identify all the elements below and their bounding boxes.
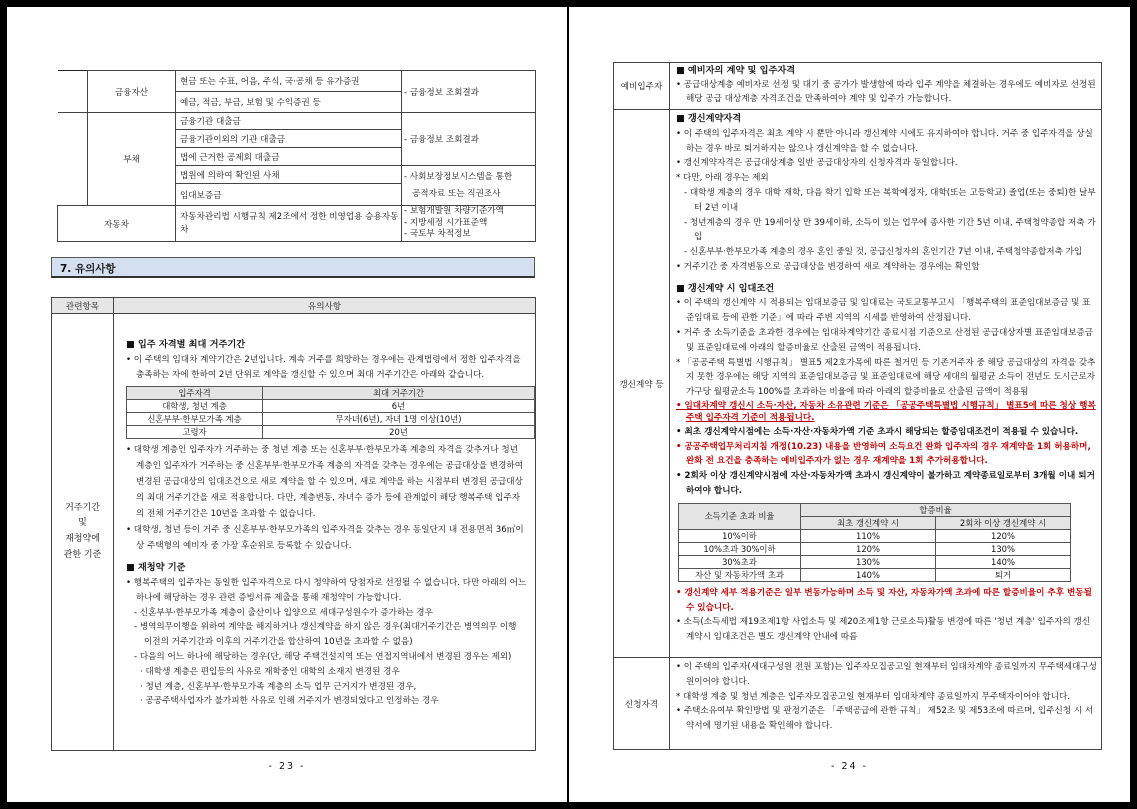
asset-table — [57, 70, 536, 242]
reapply-text: · 대학생 계층은 편입등의 사유로 재학중인 대학의 소재지 변경된 경우 — [140, 666, 400, 677]
reapply-text: · 청년 계층, 신혼부부·한부모가족 계층의 소득 업무 근거지가 변경된 경우, — [140, 681, 417, 692]
page-24 — [569, 7, 1130, 802]
reapply-text: - 병역의무이행을 위하여 계약을 해지하거나 갱신계약을 하지 않은 경우(최대거주기간은 병역의무 이행 이전의 거주기간과 이후의 거주기간을 합산하여 10년을 초과할 수 없음) — [134, 622, 517, 648]
asset-item: 현금 또는 수표, 어음, 주식, 국·공채 등 유가증권 — [176, 71, 402, 92]
category-vehicle: 자동차 — [58, 206, 176, 242]
asset-item: 금융기관이외의 기관 대출금 — [176, 130, 402, 148]
asset-source: - 금융정보 조회결과 — [402, 113, 536, 166]
reserve-content: ■ 예비자의 계약 및 입주자격 • 공급대상계층 예비자로 선정 및 대기 중 공가가 발생함에 따라 입주 계약을 체결하는 경우에도 예비자로 선정된 해당 공급 대상계층 자격조건을 만족하여야 계약 및 입주가 가능합니다. — [670, 63, 1102, 110]
notes-content — [114, 314, 536, 751]
row-label-reserve: 예비입주자 — [614, 63, 670, 110]
document-spread — [7, 7, 1130, 802]
notice-red: • 갱신계약 세부 적용기준은 일부 변동가능하며 소득 및 자산, 자동차가액 초과에 따른 할증비율이 추후 변동될 수 있습니다. — [676, 587, 1092, 613]
page-number: - 24 - — [831, 761, 868, 772]
reapply-text: • 행복주택의 입주자는 동일한 입주자격으로 다시 청약하여 당첨자로 선정될 수 없습니다. 다만 아래의 어느 하나에 해당하는 경우 관련 증빙서류 제출을 통해 재청약이 가능합니다. — [126, 578, 527, 603]
page-number: - 23 - — [268, 761, 306, 772]
max-period-intro: • 이 주택의 임대차 계약기간은 2년입니다. 계속 거주를 희망하는 경우에는 관계법령에서 정한 입주자격을 충족하는 자에 한하여 2년 단위로 계약을 갱신할 수 있으며 최대 거주기간은 아래와 같습니다. — [126, 354, 521, 380]
asset-item: 법에 근거한 공제회 대출금 — [176, 148, 402, 166]
asset-item: 임대보증금 — [176, 184, 402, 206]
asset-item: 금융기관 대출금 — [176, 113, 402, 130]
eligibility-content: • 이 주택의 입주자(세대구성원 전원 포함)는 입주자모집공고일 현재부터 임대차계약 종료일까지 무주택세대구성원이어야 합니다. * 대학생 계층 및 청년 계층은 입주자모집공고일 현재부터 임대차계약 종료일까지 무주택자이어야 합니다. • 주택소유여부 확인방법 및 판정기준은 「주택공급에 관한 규칙」 제52조 및 제53조에 따르며, 입주신청 시 서약서에 명기된 내용을 확인해야 합니다. — [670, 658, 1102, 750]
renewal-conditions-heading: ■ 갱신계약 시 임대조건 — [676, 282, 775, 294]
reapply-text: · 공공주택사업자가 불가피한 사유로 인해 거주지가 변경되었다고 인정하는 경우 — [140, 696, 439, 707]
notes-item-label: 거주기간 및 재청약에 관한 기준 — [52, 314, 114, 751]
asset-source: - 보험개발원 차량기준가액 - 지방세정 시가표준액 - 국토부 차적정보 — [402, 206, 536, 242]
max-period-heading: ■ 입주 자격별 최대 거주기간 — [126, 339, 246, 350]
renewal-content: ■ 갱신계약자격 • 이 주택의 입주자격은 최초 계약 시 뿐만 아니라 갱신계약 시에도 유지하여야 합니다. 거주 중 입주자격을 상실하는 경우 바로 퇴거하지는 않으나 갱신계약을 할 수 없습니다. • 갱신계약자격은 공급대상계층 일반 공급대상자의 신청자격과 동일합니다. * 다만, 아래 경우는 제외 - 대학생 계층의 경우 대학 재학, 다음 학기 입학 또는 복학예정자, 대학(또는 고등학교) 졸업(또는 중퇴)한 날부터 2년 이내 - 청년계층의 경우 만 19세이상 만 39세이하, 소득이 있는 업무에 종사한 기간 5년 이내, 주택청약종합 저축 가입 - 신혼부부·한부모가족 계층의 경우 혼인 중일 것, 공급신청자의 혼인기간 7년 이내, 주택청약종합저축 가입 • 거주기간 중 자격변동으로 공급대상을 변경하여 새로 계약하는 경우에는 확인함 ■ 갱신계약 시 임대조건 • 이 주택의 갱신계약 시 적용되는 임대보증금 및 임대료는 국토교통부고시 「행복주택의 표준임대보증금 및 표준임대료 등에 관한 기준」에 따라 주변 지역의 시세를 반영하여 산정됩니다. • 거주 중 소득기준을 초과한 경우에는 임대차계약기간 종료시점 기준으로 산정된 공급대상자별 표준임대보증금 및 표준임대료에 아래의 할증비율로 산출된 금액이 적용됩니다. * 「공공주택 특별법 시행규칙」 별표5 제2호가목에 따른 철거민 등 기존거주자 중 해당 공급대상의 자격을 갖추지 못한 경우에는 해당 지역의 표준임대보증금 및 표준임대료에 해당 세대의 월평균 소득이 전년도 도시근로자 가구당 월평균소득 100%를 초과하는 비율에 따라 아래의 할증비율로 산출된 금액이 적용됨 • 임대차계약 갱신시 소득·자산, 자동차 소유관련 기준은 「공공주택특별법 시행규칙」 별표5에 따른 청상 행복주택 입주자격 기준이 적용됩니다. • 최초 갱신계약시점에는 소득·자산·자동차가액 기준 초과시 해당되는 할증임대조건이 적용될 수 있습니다. • 공공주택업무처리지침 개정(10.23) 내용을 반영하여 소득요건 완화 입주자의 경우 재계약을 1회 허용하며, 완화 전 요건을 충족하는 예비입주자가 없는 경우 재계약을 1회 추가허용합니다. • 2회차 이상 갱신계약시점에 자산·자동차가액 초과시 갱신계약이 불가하고 계약종료일로부터 3개월 이내 퇴거하여야 합니다. 소득기준 초과 비율 할증비율 최초 갱신계약 시 2회차 이상 갱신계약 시 10%이하 110% 120% 10%초과 30%이하 120% 130% 30%초과 130% 140% 자산 및 자동차가액 초과 140% 퇴거 • 갱신계약 세부 적용기준은 일부 변동가능하며 소득 및 자산, 자동차가액 초과에 따른 할증비율이 추후 변동될 수 있습니다. • 소득(소득세법 제19조제1항 사업소득 및 제20조제1항 근로소득)활동 변경에 따른 '청년 계층' 입주자의 갱신계약시 임대조건은 별도 갱신계약 안내에 따름 — [670, 110, 1102, 658]
row-label-eligibility: 신청자격 — [614, 658, 670, 750]
asset-item: 법원에 의하여 확인된 사채 — [176, 166, 402, 184]
row-label-renewal: 갱신계약 등 — [614, 110, 670, 658]
renewal-heading: ■ 갱신계약자격 — [676, 113, 742, 124]
max-period-table: 입주자격 최대 거주기간 대학생, 청년 계층 6년 신혼부부·한부모가족 계층 무자녀(6년), 자녀 1명 이상(10년) 고령자 20년 — [126, 386, 535, 439]
asset-item: 자동차관리법 시행규칙 제2조에서 정한 비영업용 승용자동차 — [176, 206, 402, 242]
notice-red: • 공공주택업무처리지침 개정(10.23) 내용을 반영하여 소득요건 완화 입주자의 경우 재계약을 1회 허용하며, 완화 전 요건을 충족하는 예비입주자가 없는 경우 재계약을 1회 추가허용합니다. — [676, 441, 1091, 467]
notice-red: • 임대차계약 갱신시 소득·자산, 자동차 소유관련 기준은 「공공주택특별법 시행규칙」 별표5에 따른 청상 행복주택 입주자격 기준이 적용됩니다. — [676, 400, 1096, 424]
notes-header-content: 유의사항 — [114, 298, 536, 314]
category-debt: 부채 — [88, 113, 176, 206]
section-title: 7. 유의사항 — [51, 257, 535, 278]
reapply-text: - 다음의 어느 하나에 해당하는 경우(단, 해당 주택건설지역 또는 연접지역내에서 변경된 경우는 제외) — [134, 652, 512, 663]
max-period-bullet: • 대학생 계층인 입주자가 거주하는 중 청년 계층 또는 신혼부부·한부모가족 계층의 자격을 갖추거나 청년 계층인 입주자가 거주하는 중 신혼부부·한부모가족 계층의 자격을 갖추는 경우에는 공급대상을 변경하여 변경된 공급대상의 임대조건으로 새로 계약을 할 수 있으며, 새로 계약을 하는 시점부터 변경된 공급대상의 최대 거주기간을 새로 적용합니다. 다만, 계층변동, 자녀수 증가 등에 관계없이 해당 행복주택 입주자의 전체 거주기간은 10년을 초과할 수 없습니다. — [126, 445, 524, 520]
notes-header-item: 관련항목 — [52, 298, 114, 314]
asset-source: - 금융정보 조회결과 — [402, 71, 536, 113]
surcharge-table: 소득기준 초과 비율 할증비율 최초 갱신계약 시 2회차 이상 갱신계약 시 10%이하 110% 120% 10%초과 30%이하 120% 130% 30%초과 130% 140% 자산 및 자동차가액 초과 140% 퇴거 — [678, 503, 1071, 582]
reapply-text: - 신혼부부·한부모가족 계층이 출산이나 입양으로 세대구성원수가 증가하는 경우 — [134, 607, 433, 618]
category-financial: 금융자산 — [88, 71, 176, 113]
max-period-bullet: • 대학생, 청년 등이 거주 중 신혼부부·한부모가족의 입주자격을 갖추는 경우 동일단지 내 전용면적 36㎡이상 주택형의 예비자 중 가장 후순위로 등록할 수 있습니다. — [126, 525, 524, 552]
asset-item: 예금, 적금, 부금, 보험 및 수익증권 등 — [176, 92, 402, 113]
asset-source: - 사회보장정보시스템을 통한 공적자료 또는 직권조사 — [402, 166, 536, 206]
page-23 — [7, 7, 567, 802]
notes-table — [51, 297, 536, 751]
notes-table-continued — [613, 62, 1102, 750]
reapply-heading: ■ 재청약 기준 — [126, 562, 186, 574]
